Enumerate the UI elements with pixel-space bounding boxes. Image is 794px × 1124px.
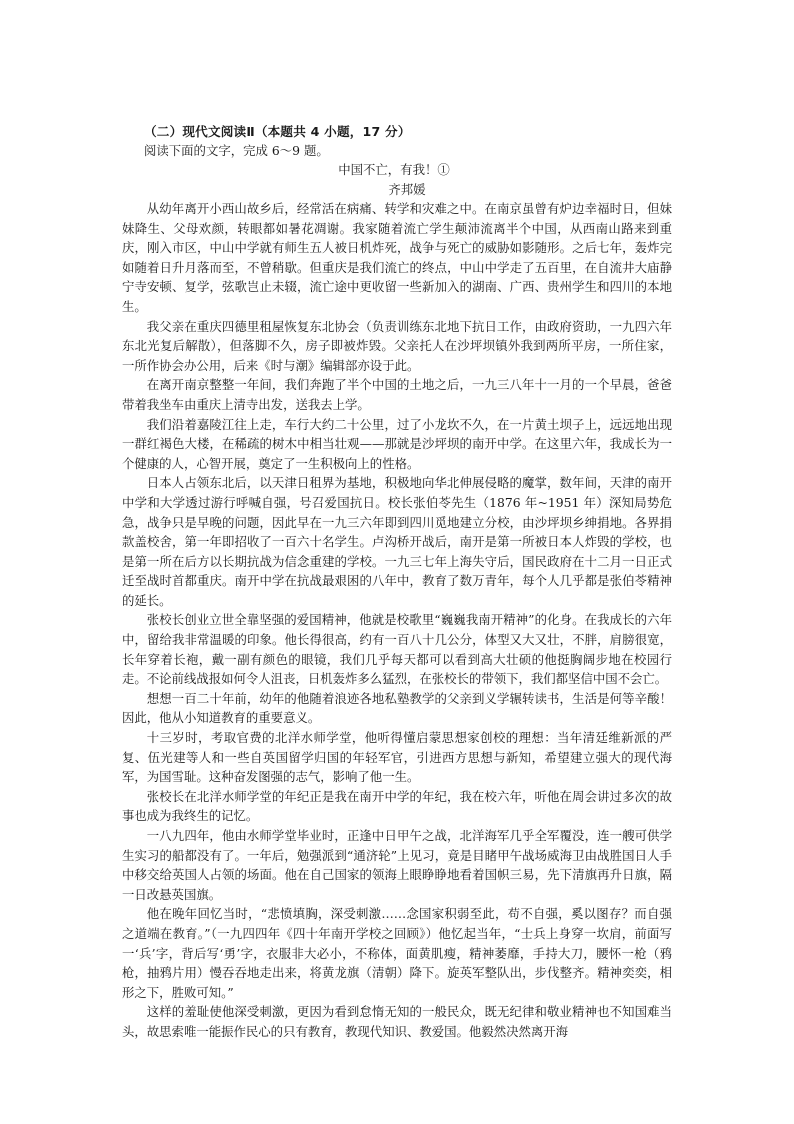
article-paragraph: 他在晚年回忆当时，“悲愤填胸，深受刺激……念国家积弱至此，苟不自强，奚以图存？而自强之道端在教育。”（一九四四年《四十年南开学校之回顾》）他忆起当年，“士兵上身穿一坎肩，前面写一‘兵’字，背后写‘勇’字，衣服非大必小，不称体，面黄肌瘦，精神萎靡，手持大刀，腰怀一枪（鸦枪，抽鸦片用）慢吞吞地走出来，将黄龙旗（清朝）降下。旋英军整队出，步伐整齐。精神奕奕，相形之下，胜败可知。”: [122, 906, 672, 1000]
article-body: [122, 199, 672, 1042]
article-paragraph: 一八九四年，他由水师学堂毕业时，正逢中日甲午之战，北洋海军几乎全军覆没，连一艘可供学生实习的船都没有了。一年后，勉强派到“通济轮”上见习，竟是目睹甲午战场威海卫由战胜国日人手中移交给英国人占领的场面。他在自己国家的领海上眼睁睁地看着国帜三易，先下清旗再升日旗，隔一日改悬英国旗。: [122, 828, 672, 902]
article-author: 齐邦媛: [388, 181, 426, 197]
article-paragraph: 十三岁时，考取官费的北洋水师学堂，他听得懂启蒙思想家创校的理想：当年清廷维新派的严复、伍光建等人和一些自英国留学归国的年轻军官，引进西方思想与新知，希望建立强大的现代海军，为国雪耻。这种奋发图强的志气，影响了他一生。: [122, 730, 672, 785]
article-paragraph: 这样的羞耻使他深受刺激，更因为看到怠惰无知的一般民众，既无纪律和敬业精神也不知国难当头，故思索唯一能振作民心的只有教育，教现代知识、教爱国。他毅然决然离开海: [122, 1004, 672, 1039]
article-paragraph: 在离开南京整整一年间，我们奔跑了半个中国的土地之后，一九三八年十一月的一个早晨，爸爸带着我坐车由重庆上清寺出发，送我去上学。: [122, 377, 672, 412]
article-paragraph: 从幼年离开小西山故乡后，经常活在病痛、转学和灾难之中。在南京虽曾有炉边幸福时日，但妹妹降生、父母欢颜，转眼都如暑花凋谢。我家随着流亡学生颠沛流离半个中国，从西南山路来到重庆，刚入市区，中山中学就有师生五人被日机炸死，战争与死亡的威胁如影随形。之后七年，轰炸完如随着日升月落而至，不曾稍歇。但重庆是我们流亡的终点，中山中学走了五百里，在自流井大庙静宁寺安顿、复学，弦歌岂止未辍，流亡途中更收留一些新加入的湖南、广西、贵州学生和四川的本地生。: [122, 201, 672, 314]
article-paragraph: 张校长在北洋水师学堂的年纪正是我在南开中学的年纪，我在校六年，听他在周会讲过多次的故事也成为我终生的记忆。: [122, 788, 672, 824]
article-paragraph: 我父亲在重庆四德里租屋恢复东北协会（负责训练东北地下抗日工作，由政府资助，一九四六年东北光复后解散），但落脚不久，房子即被炸毁。父亲托人在沙坪坝镇外我到两所平房，一所住家，一所作协会办公用，后来《时与潮》编辑部亦设于此。: [122, 318, 672, 373]
article-title: 中国不亡，有我！①: [338, 162, 450, 177]
section-heading: （二）现代文阅读Ⅱ（本题共 4 小题，17 分）: [144, 124, 411, 139]
article-paragraph: 想想一百二十年前，幼年的他随着浪迹各地私塾教学的父亲到义学辗转读书，生活是何等辛酸！因此，他从小知道教育的重要意义。: [122, 690, 672, 726]
reading-instruction: 阅读下面的文字，完成 6～9 题。: [144, 143, 329, 158]
article-paragraph: 张校长创业立世全靠坚强的爱国精神，他就是校歌里“巍巍我南开精神”的化身。在我成长的六年中，留给我非常温暖的印象。他长得很高，约有一百八十几公分，体型又大又壮，不胖，肩膀很宽，长年穿着长袍，戴一副有颜色的眼镜，我们几乎每天都可以看到高大壮硕的他挺胸阔步地在校园行走。不论前线战报如何令人沮丧，日机轰炸多么猛烈，在张校长的带领下，我们都坚信中国不会亡。: [122, 612, 672, 687]
article-paragraph: 我们沿着嘉陵江往上走，车行大约二十公里，过了小龙坎不久，在一片黄土坝子上，远远地出现一群红褐色大楼，在稀疏的树木中相当壮观——那就是沙坪坝的南开中学。在这里六年，我成长为一个健康的人，心智开展，奠定了一生积极向上的性格。: [122, 416, 672, 471]
page-content: [122, 122, 672, 1042]
article-paragraph: 日本人占领东北后，以天津日租界为基地，积极地向华北伸展侵略的魔掌，数年间，天津的南开中学和大学透过游行呼喊自强，号召爱国抗日。校长张伯苓先生（1876 年~1951 年）深知局势危急，战争只是早晚的问题，因此早在一九三六年即到四川觅地建立分校，由沙坪坝乡绅捐地。各界捐款盖校舍，第一年即招收了一百六十名学生。卢沟桥开战后，南开是第一所被日本人炸毁的学校，也是第一所在后方以长期抗战为信念重建的学校。一九三七年上海失守后，国民政府在十二月一日正式迁至战时首都重庆。南开中学在抗战最艰困的八年中，教育了数万青年，每个人几乎都是张伯苓精神的延长。: [122, 475, 672, 608]
